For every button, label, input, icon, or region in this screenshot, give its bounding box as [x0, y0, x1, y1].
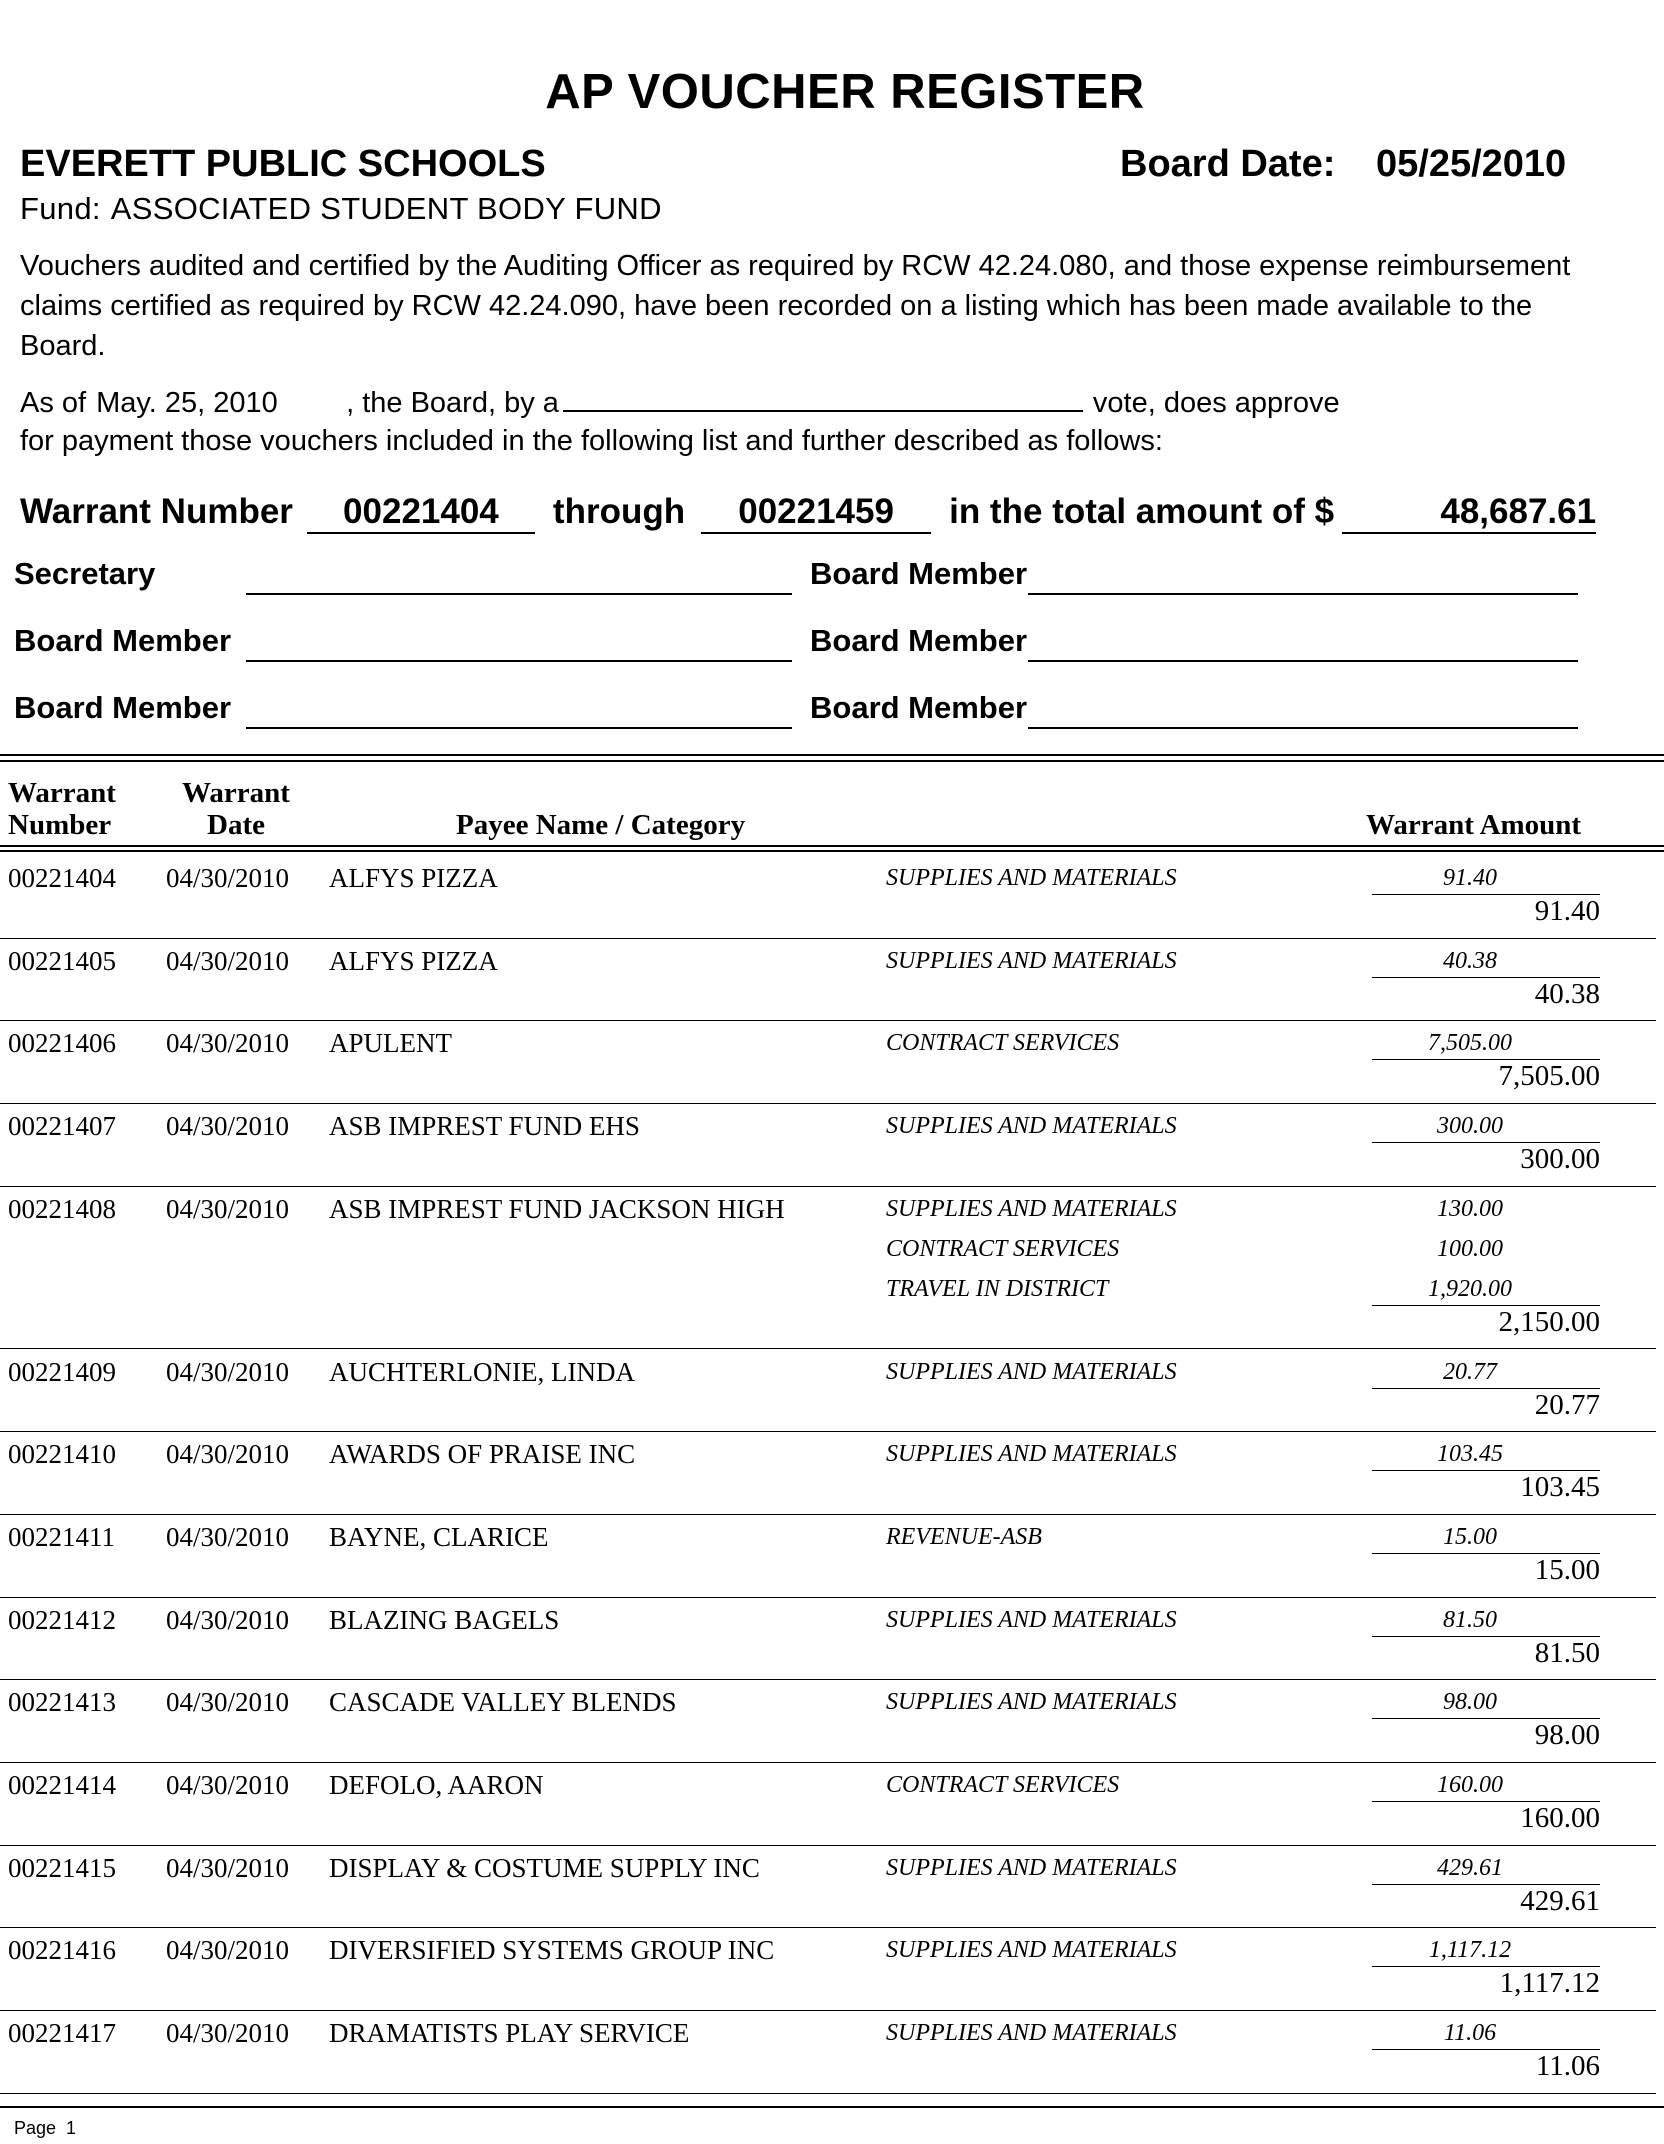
line-amount: 1,920.00 — [1428, 1275, 1512, 1302]
column-header-line: Warrant — [8, 777, 116, 809]
category: SUPPLIES AND MATERIALS — [886, 1195, 1177, 1222]
line-amount: 40.38 — [1443, 947, 1497, 974]
category: SUPPLIES AND MATERIALS — [886, 1606, 1177, 1633]
payee-name: ALFYS PIZZA — [329, 945, 498, 976]
board-member-label: Board Member — [14, 690, 232, 725]
board-member-signature-line — [1028, 727, 1578, 729]
board-member-signature-line — [1028, 660, 1578, 662]
header-rule — [0, 754, 1664, 756]
warrant-number: 00221406 — [8, 1028, 116, 1059]
line-amount: 81.50 — [1443, 1606, 1497, 1633]
certification-paragraph: Vouchers audited and certified by the Auditing Officer as required by RCW 42.24.080, and those expense reimbursement claims certified as required by RCW 42.24.090, have been recorded on a listing which has been made available to the Board. — [20, 250, 1571, 362]
as-of-date: May. 25, 2010 — [96, 387, 278, 419]
warrant-total: 429.61 — [1520, 1884, 1600, 1917]
payee-name: AWARDS OF PRAISE INC — [329, 1439, 636, 1470]
warrant-number: 00221405 — [8, 945, 116, 976]
warrant-total: 91.40 — [1534, 895, 1600, 927]
vote-blank-line — [563, 384, 1083, 412]
header-bottom-rule — [0, 845, 1664, 847]
category: CONTRACT SERVICES — [886, 1030, 1120, 1057]
payee-name: DRAMATISTS PLAY SERVICE — [329, 2018, 690, 2049]
vote-suffix: vote, does approve — [1092, 387, 1340, 419]
warrant-number: 00221414 — [8, 1770, 116, 1800]
board-member-signature-line — [1028, 593, 1578, 595]
page-number: 1 — [66, 2118, 77, 2138]
approval-line — [20, 384, 1340, 420]
table-row — [0, 939, 1664, 1022]
secretary-label: Secretary — [14, 556, 156, 591]
warrant-date: 04/30/2010 — [166, 1852, 290, 1883]
warrant-to: 00221459 — [701, 492, 931, 534]
warrant-date: 04/30/2010 — [166, 1687, 290, 1718]
line-amount: 100.00 — [1437, 1235, 1503, 1262]
warrant-total: 11.06 — [1535, 2050, 1600, 2083]
warrant-total: 98.00 — [1534, 1719, 1600, 1752]
header-rule — [0, 760, 1664, 762]
line-amount: 160.00 — [1437, 1772, 1503, 1798]
total-amount-label: in the total amount of $ — [949, 492, 1335, 531]
warrant-date: 04/30/2010 — [166, 1521, 290, 1552]
board-member-label: Board Member — [810, 623, 1028, 658]
warrant-total: 1,117.12 — [1499, 1967, 1600, 2000]
page-title: AP VOUCHER REGISTER — [545, 65, 1145, 119]
board-member-signature-line — [246, 660, 792, 662]
board-date-label: Board Date: — [1120, 143, 1336, 185]
warrant-number: 00221410 — [8, 1439, 116, 1470]
payee-name: APULENT — [329, 1028, 452, 1059]
warrant-number: 00221416 — [8, 1935, 116, 1966]
warrant-number: 00221407 — [8, 1111, 116, 1142]
category: SUPPLIES AND MATERIALS — [886, 1441, 1177, 1468]
warrant-number: 00221404 — [8, 863, 116, 893]
fund-line — [20, 191, 662, 227]
category: SUPPLIES AND MATERIALS — [886, 865, 1177, 891]
table-row — [0, 1432, 1664, 1515]
as-of-prefix: As of — [20, 387, 87, 419]
line-amount: 103.45 — [1437, 1441, 1503, 1468]
category: SUPPLIES AND MATERIALS — [886, 1689, 1177, 1716]
warrant-total: 103.45 — [1520, 1471, 1600, 1504]
warrant-total: 160.00 — [1520, 1802, 1600, 1834]
payee-name: ALFYS PIZZA — [329, 863, 498, 893]
payee-name: DEFOLO, AARON — [329, 1770, 544, 1800]
line-amount: 1,117.12 — [1428, 1937, 1512, 1964]
board-member-label: Board Member — [14, 623, 232, 658]
payee-name: DIVERSIFIED SYSTEMS GROUP INC — [329, 1935, 775, 1966]
category: SUPPLIES AND MATERIALS — [886, 2020, 1177, 2047]
warrant-number: 00221412 — [8, 1604, 116, 1635]
warrant-from: 00221404 — [307, 492, 535, 534]
table-row — [0, 1187, 1664, 1350]
warrant-total: 300.00 — [1520, 1143, 1600, 1176]
table-row — [0, 2011, 1664, 2094]
category: SUPPLIES AND MATERIALS — [886, 1937, 1177, 1964]
warrant-date: 04/30/2010 — [166, 1770, 290, 1800]
warrant-date: 04/30/2010 — [166, 945, 290, 976]
warrant-range-label: Warrant Number — [20, 492, 293, 531]
column-header-warrant-date — [176, 777, 296, 841]
table-row — [0, 1763, 1664, 1846]
warrant-total: 15.00 — [1534, 1553, 1600, 1586]
warrant-date: 04/30/2010 — [166, 1604, 290, 1635]
column-header-warrant-number — [8, 777, 116, 841]
footer-rule — [0, 2106, 1664, 2108]
payee-name: ASB IMPREST FUND JACKSON HIGH — [329, 1193, 785, 1224]
board-member-label: Board Member — [810, 690, 1028, 725]
fund-label: Fund: — [20, 191, 101, 226]
total-amount: 48,687.61 — [1342, 492, 1596, 534]
payee-name: ASB IMPREST FUND EHS — [329, 1111, 640, 1142]
line-amount: 429.61 — [1437, 1854, 1503, 1881]
category: REVENUE-ASB — [886, 1523, 1042, 1550]
payee-name: CASCADE VALLEY BLENDS — [329, 1687, 677, 1718]
table-row — [0, 856, 1664, 939]
line-amount: 15.00 — [1443, 1523, 1497, 1550]
warrant-number: 00221417 — [8, 2018, 116, 2049]
warrant-date: 04/30/2010 — [166, 863, 290, 893]
warrant-total: 40.38 — [1534, 977, 1600, 1010]
page-label: Page — [14, 2118, 57, 2138]
board-member-label: Board Member — [810, 556, 1028, 591]
category: CONTRACT SERVICES — [886, 1772, 1120, 1798]
category: SUPPLIES AND MATERIALS — [886, 1358, 1177, 1385]
board-by-text: , the Board, by a — [346, 387, 559, 419]
line-amount: 130.00 — [1437, 1195, 1503, 1222]
payee-name: DISPLAY & COSTUME SUPPLY INC — [329, 1852, 760, 1883]
warrant-date: 04/30/2010 — [166, 1356, 290, 1387]
table-row — [0, 1104, 1664, 1187]
column-header-line: Number — [8, 809, 112, 841]
warrant-number: 00221408 — [8, 1193, 116, 1224]
warrant-date: 04/30/2010 — [166, 1439, 290, 1470]
category: SUPPLIES AND MATERIALS — [886, 1113, 1177, 1140]
warrant-date: 04/30/2010 — [166, 1111, 290, 1142]
column-header-amount: Warrant Amount — [1366, 809, 1582, 841]
line-amount: 98.00 — [1443, 1689, 1497, 1716]
fund-name: ASSOCIATED STUDENT BODY FUND — [110, 191, 662, 226]
warrant-total: 7,505.00 — [1498, 1060, 1600, 1093]
table-row — [0, 1021, 1664, 1104]
payee-name: BLAZING BAGELS — [329, 1604, 560, 1635]
line-amount: 11.06 — [1443, 2020, 1497, 2047]
board-date-value: 05/25/2010 — [1376, 143, 1567, 185]
column-header-payee: Payee Name / Category — [456, 809, 746, 841]
table-row — [0, 1846, 1664, 1929]
warrant-date: 04/30/2010 — [166, 2018, 290, 2049]
warrant-date: 04/30/2010 — [166, 1193, 290, 1224]
warrant-total: 20.77 — [1534, 1388, 1600, 1421]
warrant-range-line — [20, 492, 1596, 534]
column-header-line: Date — [207, 809, 265, 841]
category: CONTRACT SERVICES — [886, 1235, 1120, 1262]
category: SUPPLIES AND MATERIALS — [886, 1854, 1177, 1881]
row-separator — [0, 2093, 1656, 2094]
warrant-date: 04/30/2010 — [166, 1935, 290, 1966]
table-row — [0, 1598, 1664, 1681]
table-row — [0, 1928, 1664, 2011]
line-amount: 7,505.00 — [1428, 1030, 1512, 1057]
line-amount: 300.00 — [1437, 1113, 1503, 1140]
line-amount: 20.77 — [1443, 1358, 1497, 1385]
warrant-number: 00221409 — [8, 1356, 116, 1387]
table-row — [0, 1515, 1664, 1598]
table-row — [0, 1350, 1664, 1433]
category: SUPPLIES AND MATERIALS — [886, 947, 1177, 974]
approval-line-2: for payment those vouchers included in the following list and further described as follows: — [20, 425, 1163, 457]
line-amount: 91.40 — [1443, 865, 1497, 891]
header-bottom-rule — [0, 850, 1664, 852]
secretary-signature-line — [246, 593, 792, 595]
column-header-line: Warrant — [182, 777, 290, 809]
category: TRAVEL IN DISTRICT — [886, 1275, 1109, 1302]
board-member-signature-line — [246, 727, 792, 729]
through-label: through — [552, 492, 686, 531]
warrant-number: 00221411 — [8, 1521, 115, 1552]
payee-name: AUCHTERLONIE, LINDA — [329, 1356, 635, 1387]
table-row — [0, 1680, 1664, 1763]
warrant-number: 00221413 — [8, 1687, 116, 1718]
warrant-number: 00221415 — [8, 1852, 116, 1883]
payee-name: BAYNE, CLARICE — [329, 1521, 549, 1552]
warrant-total: 81.50 — [1534, 1636, 1600, 1669]
warrant-total: 2,150.00 — [1498, 1305, 1600, 1338]
page-footer — [14, 2118, 76, 2139]
warrant-date: 04/30/2010 — [166, 1028, 290, 1059]
organization-name: EVERETT PUBLIC SCHOOLS — [20, 143, 546, 185]
